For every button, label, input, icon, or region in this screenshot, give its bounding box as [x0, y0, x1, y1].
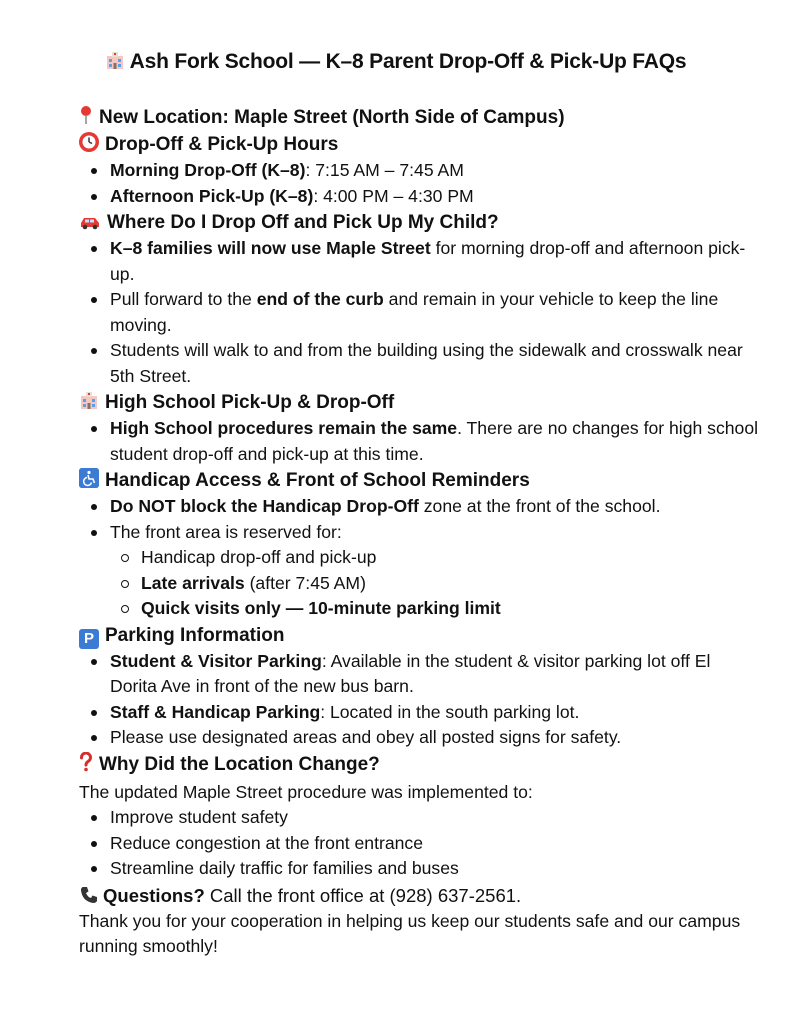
why-list	[79, 805, 759, 882]
content	[79, 104, 759, 960]
hours-heading: Drop-Off & Pick-Up Hours	[79, 131, 759, 158]
school-icon	[105, 50, 125, 70]
new-location-heading: New Location: Maple Street (North Side of Campus)	[79, 104, 759, 131]
handicap-list	[79, 494, 759, 545]
alarm-clock-icon	[79, 132, 99, 152]
high-school-heading: High School Pick-Up & Drop-Off	[79, 389, 759, 416]
sub-list-item: Handicap drop-off and pick-up	[79, 545, 759, 571]
page-title	[0, 50, 791, 74]
list-item: Reduce congestion at the front entrance	[79, 831, 759, 857]
list-item: Students will walk to and from the building using the sidewalk and crosswalk near 5th Street.	[79, 338, 759, 389]
handicap-sublist	[79, 545, 759, 622]
parking-list	[79, 649, 759, 751]
high-school-list	[79, 416, 759, 467]
list-item: Staff & Handicap Parking: Located in the south parking lot.	[79, 700, 759, 726]
list-item: Do NOT block the Handicap Drop-Off zone at the front of the school.	[79, 494, 759, 520]
handicap-heading: Handicap Access & Front of School Reminders	[79, 467, 759, 494]
sub-list-item: Late arrivals (after 7:45 AM)	[79, 571, 759, 597]
parking-heading: P Parking Information	[79, 622, 759, 649]
phone-icon	[79, 885, 99, 905]
list-item: Afternoon Pick-Up (K–8): 4:00 PM – 4:30 PM	[79, 184, 759, 210]
list-item: Streamline daily traffic for families and buses	[79, 856, 759, 882]
list-item: Improve student safety	[79, 805, 759, 831]
list-item: K–8 families will now use Maple Street for morning drop-off and afternoon pick-up.	[79, 236, 759, 287]
list-item: Please use designated areas and obey all posted signs for safety.	[79, 725, 759, 751]
where-list	[79, 236, 759, 389]
page-title-text: Ash Fork School — K–8 Parent Drop-Off & Pick-Up FAQs	[129, 50, 687, 73]
school-icon	[79, 390, 99, 410]
list-item: Morning Drop-Off (K–8): 7:15 AM – 7:45 AM	[79, 158, 759, 184]
parking-icon: P	[79, 629, 99, 649]
list-item: The front area is reserved for:	[79, 520, 759, 546]
car-icon	[79, 211, 101, 227]
list-item: High School procedures remain the same. There are no changes for high school student drop-off and pick-up at this time.	[79, 416, 759, 467]
why-heading: Why Did the Location Change?	[79, 751, 759, 780]
hours-list	[79, 158, 759, 209]
list-item: Student & Visitor Parking: Available in the student & visitor parking lot off El Dorita Ave in front of the new bus barn.	[79, 649, 759, 700]
sub-list-item: Quick visits only — 10-minute parking limit	[79, 596, 759, 622]
question-mark-icon	[79, 752, 93, 780]
list-item: Pull forward to the end of the curb and remain in your vehicle to keep the line moving.	[79, 287, 759, 338]
questions-line: Questions? Call the front office at (928) 637-2561.	[79, 882, 759, 909]
where-heading: Where Do I Drop Off and Pick Up My Child?	[79, 209, 759, 236]
closing-text: Thank you for your cooperation in helping us keep our students safe and our campus running smoothly!	[79, 910, 741, 956]
wheelchair-icon	[79, 468, 99, 488]
why-intro: The updated Maple Street procedure was implemented to:	[79, 781, 533, 802]
pin-icon	[79, 105, 93, 125]
